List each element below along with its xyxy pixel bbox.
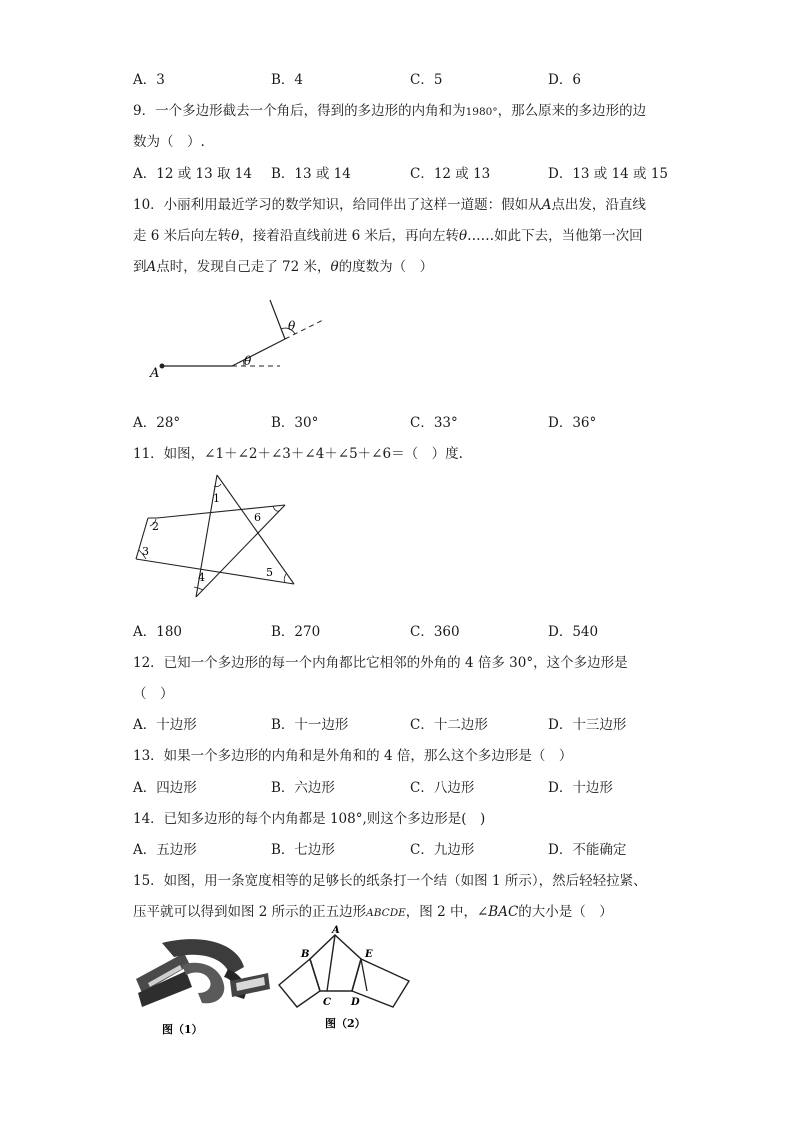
q11-label-2: 2 bbox=[152, 520, 159, 533]
q15-fig2-label-d: D bbox=[351, 997, 360, 1008]
q8-option-a[interactable]: A．3 bbox=[133, 72, 165, 88]
q10-option-a[interactable]: A．28° bbox=[133, 415, 181, 431]
q10-point-a: A bbox=[541, 197, 552, 213]
q11-stem: 11．如图，∠1＋∠2＋∠3＋∠4＋∠5＋∠6＝（ ）度. bbox=[133, 446, 463, 462]
q10-text-b: 点出发，沿直线 bbox=[551, 197, 646, 213]
q13-options bbox=[133, 776, 673, 796]
q14-options bbox=[133, 838, 673, 858]
q10-text-e: ……如此下去，当他第一次回 bbox=[467, 228, 643, 244]
q13-option-a[interactable]: A．四边形 bbox=[133, 780, 197, 796]
q15-fig1-caption: 图（1） bbox=[162, 1023, 203, 1036]
q9-stem-line2: 数为（ ）. bbox=[133, 134, 205, 150]
q10-option-c[interactable]: C．33° bbox=[410, 415, 458, 431]
q14-option-d[interactable]: D．不能确定 bbox=[548, 842, 627, 858]
q12-stem-line2: （ ） bbox=[133, 686, 174, 702]
q9-option-d[interactable]: D．13 或 14 或 15 bbox=[548, 166, 669, 182]
q15-figure-2-pentagon bbox=[275, 925, 415, 1035]
q12-stem-line1: 12．已知一个多边形的每一个内角都比它相邻的外角的 4 倍多 30°，这个多边形是 bbox=[133, 655, 628, 671]
q10-fig-theta-2: θ bbox=[288, 319, 296, 333]
q11-options bbox=[133, 620, 673, 640]
q15-stem-line1: 15．如图，用一条宽度相等的足够长的纸条打一个结（如图 1 所示），然后轻轻拉紧、 bbox=[133, 873, 647, 889]
q10-point-a-2: A bbox=[146, 259, 157, 275]
q11-label-4: 4 bbox=[198, 571, 205, 584]
q9-degree: 1980° bbox=[465, 106, 498, 118]
q11-label-3: 3 bbox=[142, 545, 149, 558]
q10-option-b[interactable]: B．30° bbox=[271, 415, 319, 431]
q12-option-b[interactable]: B．十一边形 bbox=[271, 717, 349, 733]
q10-figure bbox=[140, 295, 340, 385]
q12-option-c[interactable]: C．十二边形 bbox=[410, 717, 488, 733]
q11-arc-4 bbox=[194, 587, 203, 590]
q10-text-c: 走 6 米后向左转 bbox=[133, 228, 232, 244]
q10-stem-line1 bbox=[133, 193, 646, 213]
q10-text-a: 10．小丽利用最近学习的数学知识，给同伴出了这样一道题：假如从 bbox=[133, 197, 542, 213]
q9-text-b: ，那么原来的多边形的边 bbox=[497, 103, 647, 119]
q11-line-top bbox=[148, 505, 285, 518]
q10-point-a-dot bbox=[160, 364, 165, 369]
q11-arc-6 bbox=[273, 506, 279, 511]
q13-stem: 13．如果一个多边形的内角和是外角和的 4 倍，那么这个多边形是（ ） bbox=[133, 748, 573, 764]
q10-text-g: 点时，发现自己走了 72 米， bbox=[156, 259, 331, 275]
q10-theta-2: θ bbox=[458, 228, 468, 244]
q15-text-b: ，图 2 中， bbox=[405, 904, 477, 920]
q13-option-d[interactable]: D．十边形 bbox=[548, 780, 613, 796]
q9-option-b[interactable]: B．13 或 14 bbox=[271, 166, 351, 182]
q10-option-d[interactable]: D．36° bbox=[548, 415, 597, 431]
q13-option-c[interactable]: C．八边形 bbox=[410, 780, 475, 796]
q9-option-a[interactable]: A．12 或 13 取 14 bbox=[133, 166, 252, 182]
strip-fold-line bbox=[361, 959, 367, 991]
q11-label-5: 5 bbox=[266, 566, 273, 579]
q9-options bbox=[133, 162, 673, 182]
q15-fig2-label-c: C bbox=[323, 997, 331, 1008]
q11-label-1: 1 bbox=[213, 492, 220, 505]
q8-option-c[interactable]: C．5 bbox=[410, 72, 443, 88]
q15-text-c: 的大小是（ ） bbox=[518, 904, 613, 920]
q10-stem-line2 bbox=[133, 224, 643, 244]
q14-option-b[interactable]: B．七边形 bbox=[271, 842, 335, 858]
q10-theta-1: θ bbox=[231, 228, 240, 244]
q11-option-a[interactable]: A．180 bbox=[133, 624, 183, 640]
q11-line-star-2 bbox=[217, 475, 294, 584]
q10-segment-2 bbox=[232, 339, 285, 366]
q12-options bbox=[133, 713, 673, 733]
q15-fig2-label-e: E bbox=[365, 949, 373, 960]
q12-option-d[interactable]: D．十三边形 bbox=[548, 717, 627, 733]
q11-option-b[interactable]: B．270 bbox=[271, 624, 321, 640]
q9-option-c[interactable]: C．12 或 13 bbox=[410, 166, 491, 182]
q14-stem: 14．已知多边形的每个内角都是 108°,则这个多边形是( ) bbox=[133, 811, 486, 827]
q9-text-a: 9．一个多边形截去一个角后，得到的多边形的内角和为 bbox=[133, 103, 466, 119]
q11-option-c[interactable]: C．360 bbox=[410, 624, 460, 640]
q15-angle: ∠BAC bbox=[476, 904, 519, 920]
q14-option-a[interactable]: A．五边形 bbox=[133, 842, 197, 858]
q11-figure bbox=[130, 470, 305, 605]
q10-stem-line3 bbox=[133, 255, 433, 275]
q10-theta-3: θ bbox=[330, 259, 339, 275]
strip-left bbox=[279, 959, 320, 1007]
q12-option-a[interactable]: A．十边形 bbox=[133, 717, 197, 733]
q15-fig2-label-b: B bbox=[301, 949, 310, 960]
q15-stem-line2 bbox=[133, 900, 613, 920]
q11-option-d[interactable]: D．540 bbox=[548, 624, 599, 640]
q10-text-h: 的度数为（ ） bbox=[338, 259, 434, 275]
q11-label-6: 6 bbox=[254, 511, 261, 524]
q13-option-b[interactable]: B．六边形 bbox=[271, 780, 335, 796]
q10-options bbox=[133, 411, 673, 431]
pentagon-diagonal-ac bbox=[327, 935, 335, 991]
q10-fig-label-a: A bbox=[150, 366, 160, 381]
q11-arc-5 bbox=[284, 574, 286, 583]
q15-figure-1-knot bbox=[132, 935, 272, 1040]
q10-text-f: 到 bbox=[133, 259, 147, 275]
q8-option-b[interactable]: B．4 bbox=[271, 72, 304, 88]
q10-segment-3 bbox=[270, 300, 285, 339]
q8-option-d[interactable]: D．6 bbox=[548, 72, 581, 88]
q9-stem-line1 bbox=[133, 99, 646, 119]
q15-fig2-label-a: A bbox=[332, 925, 340, 936]
q8-options bbox=[133, 68, 673, 88]
q14-option-c[interactable]: C．九边形 bbox=[410, 842, 475, 858]
q15-pentagon-name: ABCDE bbox=[366, 907, 406, 919]
q15-text-a: 压平就可以得到如图 2 所示的正五边形 bbox=[133, 904, 367, 920]
strip-right bbox=[352, 959, 409, 1007]
q10-text-d: ，接着沿直线前进 6 米后，再向左转 bbox=[239, 228, 459, 244]
q10-fig-theta-1: θ bbox=[244, 354, 252, 368]
q15-fig2-caption: 图（2） bbox=[325, 1017, 366, 1030]
